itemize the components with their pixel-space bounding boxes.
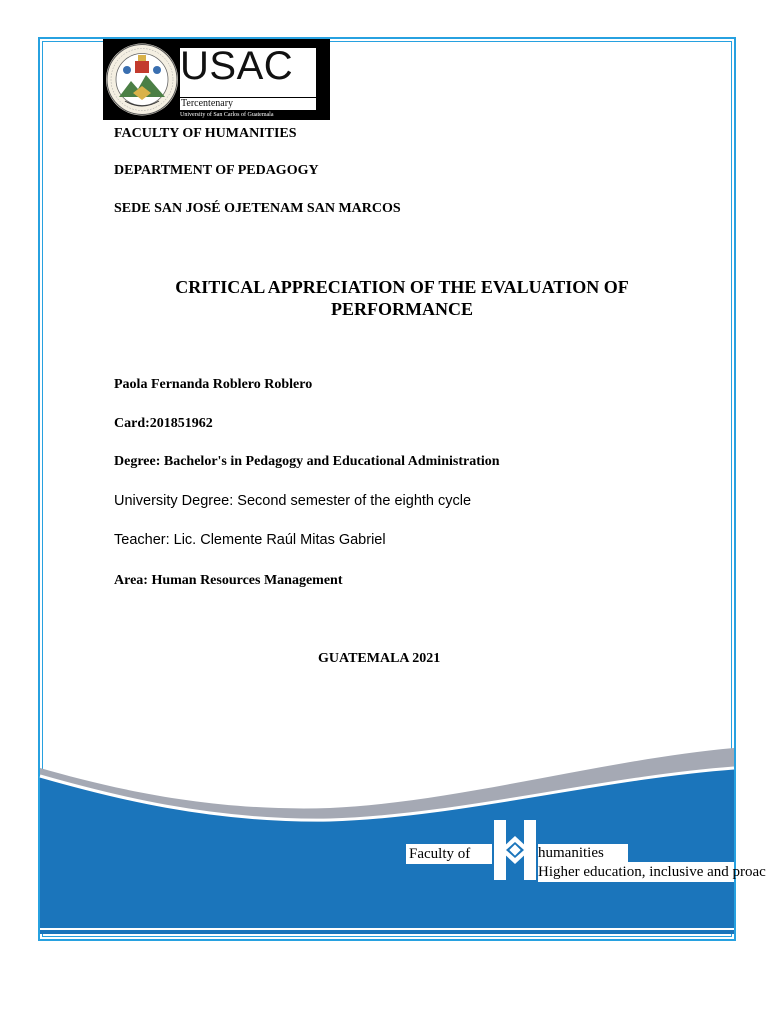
document-title-line-1: CRITICAL APPRECIATION OF THE EVALUATION OF [175,277,629,297]
student-card: Card:201851962 [114,416,213,431]
usac-wordmark [180,44,316,110]
faculty-heading: FACULTY OF HUMANITIES [114,126,297,141]
usac-university-name: University of San Carlos of Guatemala [180,112,274,118]
university-seal-icon [105,41,179,118]
location-year: GUATEMALA 2021 [318,651,441,666]
usac-tagline: Tercentenary [181,98,234,109]
footer-humanities: humanities [538,844,628,862]
student-name: Paola Fernanda Roblero Roblero [114,377,313,392]
humanities-emblem-icon [492,818,538,882]
footer-slogan: Higher education, inclusive and proac [538,864,766,880]
university-degree-line: University Degree: Second semester of the eighth cycle [114,493,472,509]
teacher-line: Teacher: Lic. Clemente Raúl Mitas Gabriel [114,532,386,548]
humanities-faculty-logo [406,815,766,885]
usac-acronym: USAC [180,44,294,88]
area-line: Area: Human Resources Management [114,573,343,588]
usac-logo [103,39,330,120]
department-heading: DEPARTMENT OF PEDAGOGY [114,163,319,178]
document-title-line-2: PERFORMANCE [331,299,473,319]
degree-line: Degree: Bachelor's in Pedagogy and Educational Administration [114,454,500,469]
sede-heading: SEDE SAN JOSÉ OJETENAM SAN MARCOS [114,201,401,216]
footer-faculty-of: Faculty of [406,844,492,864]
